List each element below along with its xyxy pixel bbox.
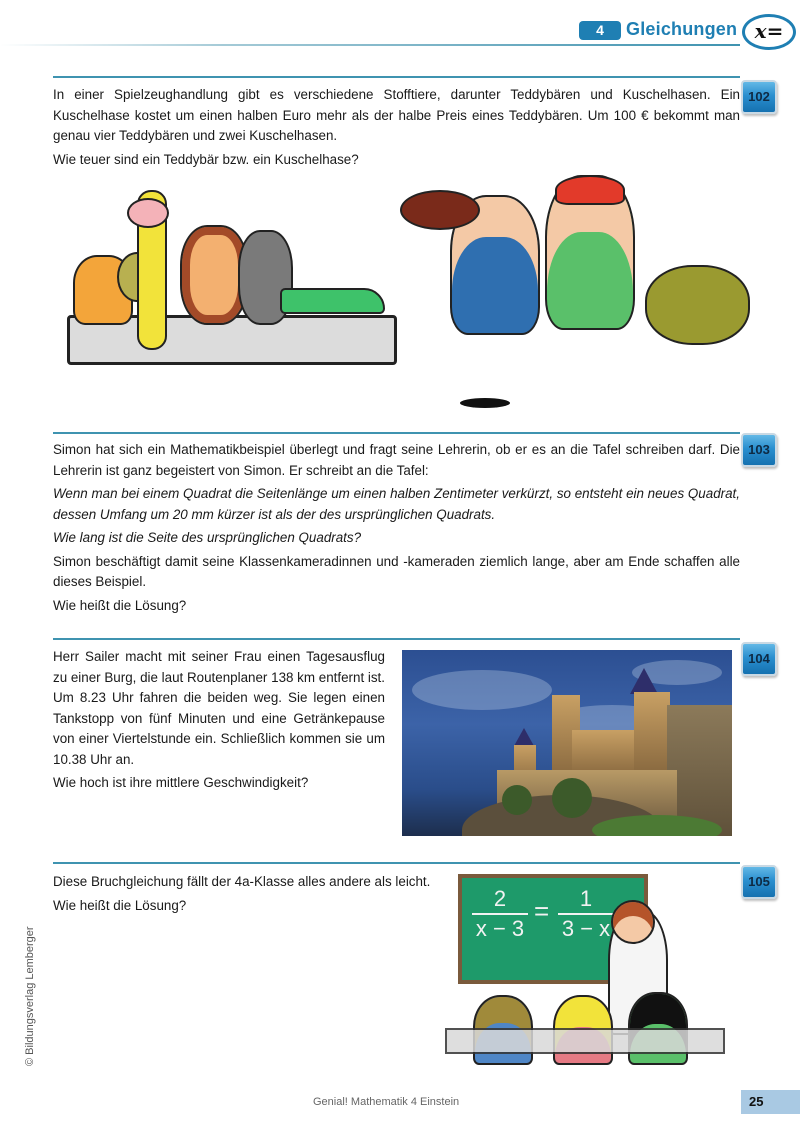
exercise-question: Wie hoch ist ihre mittlere Geschwindigkeit?	[53, 775, 309, 790]
left-denominator: x − 3	[475, 916, 525, 941]
exercise-105	[53, 872, 453, 919]
exercise-text: Simon beschäftigt damit seine Klassenkameradinnen und -kameraden ziemlich lange, aber am Ende schaffen alle dieses Beispiel.	[53, 553, 740, 589]
boy-hair-shape	[555, 175, 625, 205]
left-numerator: 2	[493, 886, 507, 911]
exercise-105-rule	[53, 862, 740, 864]
exercise-number-badge: 102	[741, 80, 777, 114]
castle-photo	[402, 650, 732, 836]
right-denominator: 3 − x	[561, 916, 611, 941]
exercise-question: Wie heißt die Lösung?	[53, 897, 187, 913]
shadow-shape	[460, 398, 510, 408]
classroom-illustration	[443, 870, 728, 1075]
exercise-104	[53, 647, 385, 797]
giraffe-head-shape	[127, 198, 169, 228]
right-numerator: 1	[579, 886, 593, 911]
crocodile-toy-shape	[280, 288, 385, 314]
book-title: Genial! Mathematik 4 Einstein	[313, 1096, 460, 1108]
copyright-notice: © Bildungsverlag Lemberger	[24, 926, 36, 1066]
exercise-102	[53, 85, 740, 173]
teacher-head-shape	[611, 900, 655, 944]
left-fraction	[472, 886, 528, 942]
page-number: 25	[741, 1090, 800, 1114]
exercise-number-badge: 103	[741, 433, 777, 467]
teddy-bear-toy-shape	[645, 265, 750, 345]
exercise-103	[53, 440, 740, 619]
board-text: Wenn man bei einem Quadrat die Seitenlänge um einen halben Zentimeter verkürzt, so entsteht ein neues Quadrat, dessen Umfang um 20 mm kürzer ist als der des ursprünglichen Quadrats.	[53, 486, 740, 522]
equals-sign: =	[534, 896, 550, 926]
exercise-104-rule	[53, 638, 740, 640]
header-rule	[0, 44, 740, 46]
exercise-102-rule	[53, 76, 740, 78]
chapter-title: Gleichungen	[626, 19, 738, 39]
board-question: Wie lang ist die Seite des ursprünglichen Quadrats?	[53, 530, 362, 545]
exercise-text: In einer Spielzeughandlung gibt es verschiedene Stofftiere, darunter Teddybären und Kuschelhasen. Ein Kuschelhase kostet um einen halben Euro mehr als der halbe Preis eines Teddybären. Um 100 € bekommt man genau vier Teddybären und zwei Kuschelhasen.	[53, 87, 740, 143]
exercise-number-badge: 104	[741, 642, 777, 676]
exercise-text: Diese Bruchgleichung fällt der 4a-Klasse alles andere als leicht.	[53, 874, 431, 889]
exercise-question: Wie heißt die Lösung?	[53, 597, 187, 613]
exercise-number-badge: 105	[741, 865, 777, 899]
desk-shape	[445, 1028, 725, 1054]
right-fraction	[558, 886, 614, 942]
girl-hair-shape	[400, 190, 480, 230]
stuffed-animals-illustration	[55, 170, 760, 415]
exercise-103-rule	[53, 432, 740, 434]
exercise-text: Simon hat sich ein Mathematikbeispiel überlegt und fragt seine Lehrerin, ob er es an die Tafel schreiben darf. Die Lehrerin ist ganz begeistert von Simon. Er schreibt an die Tafel:	[53, 442, 740, 478]
equation-logo-icon: x=	[742, 14, 796, 50]
exercise-question: Wie teuer sind ein Teddybär bzw. ein Kuschelhase?	[53, 151, 359, 167]
exercise-text: Herr Sailer macht mit seiner Frau einen Tagesausflug zu einer Burg, die laut Routenplaner 138 km entfernt ist. Um 8.23 Uhr fahren die beiden weg. Sie legen einen Tankstopp von fünf Minuten und eine Getränkepause von einer Viertelstunde ein. Schließlich kommen sie um 10.38 Uhr an.	[53, 649, 385, 767]
chapter-number-badge: 4	[579, 21, 621, 40]
